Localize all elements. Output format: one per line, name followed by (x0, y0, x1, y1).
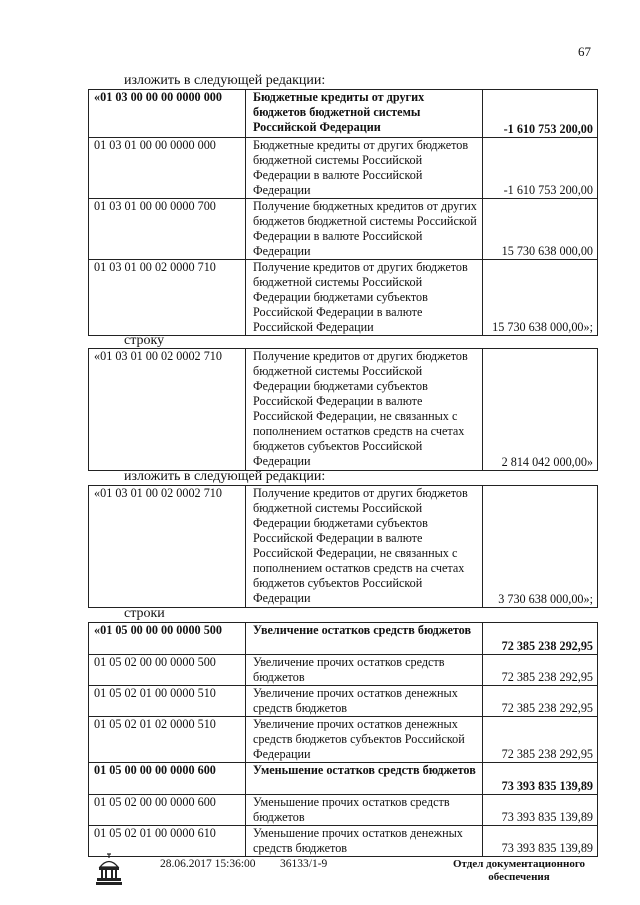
amount-cell: 72 385 238 292,95 (483, 717, 598, 763)
amount-cell: 73 393 835 139,89 (483, 763, 598, 795)
amount-cell: 72 385 238 292,95 (483, 655, 598, 686)
block-intro: изложить в следующей редакции: (124, 73, 326, 88)
amount-cell: 15 730 638 000,00»; (483, 260, 598, 336)
table-row (89, 826, 598, 857)
amount-cell: 3 730 638 000,00»; (483, 486, 598, 608)
footer-date: 28.06.2017 15:36:00 (160, 858, 256, 870)
budget-table (88, 89, 598, 336)
amount-cell: 72 385 238 292,95 (483, 623, 598, 655)
name-cell: Получение бюджетных кредитов от других бюджетов бюджетной системы Российской Федерации в валюте Российской Федерации (246, 199, 483, 260)
name-cell: Уменьшение прочих остатков средств бюджетов (246, 795, 483, 826)
code-cell: 01 03 01 00 00 0000 000 (89, 138, 246, 199)
code-cell: 01 05 02 01 00 0000 610 (89, 826, 246, 857)
page-number: 67 (578, 44, 591, 59)
code-cell: «01 03 01 00 02 0002 710 (89, 349, 246, 471)
amount-cell: -1 610 753 200,00 (483, 138, 598, 199)
block-intro: строки (124, 606, 165, 621)
amount-cell: 73 393 835 139,89 (483, 795, 598, 826)
table-row (89, 486, 598, 608)
table-row (89, 717, 598, 763)
name-cell: Уменьшение остатков средств бюджетов (246, 763, 483, 795)
name-cell: Получение кредитов от других бюджетов бюджетной системы Российской Федерации бюджетами субъектов Российской Федерации в валюте Российской Федерации, не связанных с пополнением остатков средств на счетах бюджетов субъектов Российской Федерации (246, 486, 483, 608)
duma-logo-icon (94, 852, 124, 886)
code-cell: «01 03 00 00 00 0000 000 (89, 90, 246, 138)
block-intro: строку (124, 333, 165, 348)
code-cell: 01 03 01 00 02 0000 710 (89, 260, 246, 336)
code-cell: 01 05 02 01 02 0000 510 (89, 717, 246, 763)
name-cell: Увеличение прочих остатков денежных средств бюджетов субъектов Российской Федерации (246, 717, 483, 763)
table-row (89, 655, 598, 686)
table-row (89, 623, 598, 655)
amount-cell: -1 610 753 200,00 (483, 90, 598, 138)
amount-cell: 72 385 238 292,95 (483, 686, 598, 717)
table-row (89, 763, 598, 795)
name-cell: Получение кредитов от других бюджетов бюджетной системы Российской Федерации бюджетами субъектов Российской Федерации в валюте Российской Федерации, не связанных с пополнением остатков средств на счетах бюджетов субъектов Российской Федерации (246, 349, 483, 471)
name-cell: Бюджетные кредиты от других бюджетов бюджетной системы Российской Федерации (246, 90, 483, 138)
amount-cell: 15 730 638 000,00 (483, 199, 598, 260)
name-cell: Бюджетные кредиты от других бюджетов бюджетной системы Российской Федерации в валюте Российской Федерации (246, 138, 483, 199)
code-cell: «01 05 00 00 00 0000 500 (89, 623, 246, 655)
name-cell: Увеличение прочих остатков денежных средств бюджетов (246, 686, 483, 717)
code-cell: 01 05 00 00 00 0000 600 (89, 763, 246, 795)
code-cell: 01 05 02 00 00 0000 600 (89, 795, 246, 826)
table-row (89, 260, 598, 336)
table-row (89, 686, 598, 717)
budget-table (88, 622, 598, 857)
amount-cell: 2 814 042 000,00» (483, 349, 598, 471)
table-row (89, 138, 598, 199)
table-row (89, 199, 598, 260)
amount-cell: 73 393 835 139,89 (483, 826, 598, 857)
code-cell: 01 03 01 00 00 0000 700 (89, 199, 246, 260)
budget-table (88, 485, 598, 608)
footer-doc-id: 36133/1-9 (280, 858, 328, 870)
table-row (89, 90, 598, 138)
table-row (89, 795, 598, 826)
footer-department: Отдел документационного обеспечения (452, 858, 586, 883)
code-cell: 01 05 02 01 00 0000 510 (89, 686, 246, 717)
code-cell: «01 03 01 00 02 0002 710 (89, 486, 246, 608)
budget-table (88, 348, 598, 471)
code-cell: 01 05 02 00 00 0000 500 (89, 655, 246, 686)
block-intro: изложить в следующей редакции: (124, 469, 326, 484)
name-cell: Получение кредитов от других бюджетов бюджетной системы Российской Федерации бюджетами субъектов Российской Федерации в валюте Российской Федерации (246, 260, 483, 336)
name-cell: Увеличение остатков средств бюджетов (246, 623, 483, 655)
name-cell: Увеличение прочих остатков средств бюджетов (246, 655, 483, 686)
table-row (89, 349, 598, 471)
name-cell: Уменьшение прочих остатков денежных средств бюджетов (246, 826, 483, 857)
